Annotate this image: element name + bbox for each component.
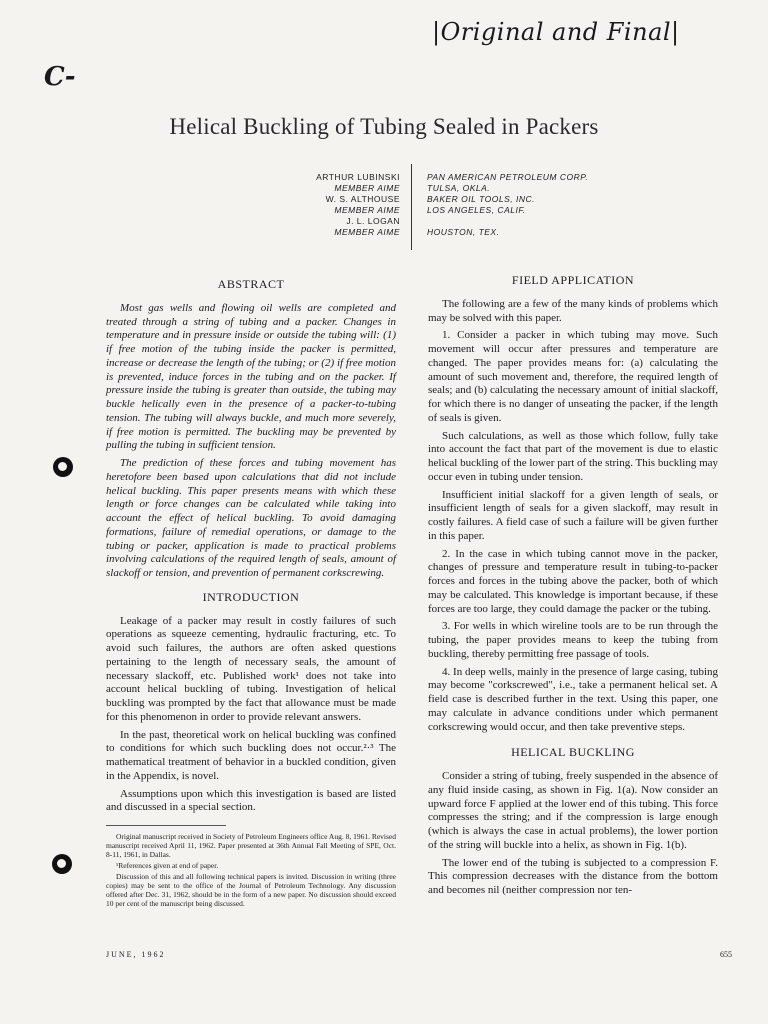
left-column	[106, 278, 396, 910]
body-paragraph: Consider a string of tubing, freely suspended in the absence of any fluid inside casing, as shown in Fig. 1(a). Now consider an upward force F applied at the lower end of this tubing. This force compresses the string; and if the compression is large enough (which is always the case in actual problems), the lower portion of the string will buckle into a helix, as shown in Fig. 1(b).	[428, 770, 718, 851]
helical-buckling-heading: HELICAL BUCKLING	[511, 745, 635, 760]
footer-date: JUNE, 1962	[106, 950, 166, 959]
body-paragraph: 1. Consider a packer in which tubing may move. Such movement will occur after pressures and temperature are changed. The paper provides means for: (a) calculating the amount of such movement and, therefore, the required length of seals; and (b) calculating the necessary amount of initial slackoff, for which there is no danger of unseating the packer, if the length of seals is given.	[428, 329, 718, 424]
page-number: 655	[720, 950, 732, 959]
author-name: W. S. ALTHOUSE	[325, 194, 400, 204]
affiliation-line: HOUSTON, TEX.	[427, 227, 500, 237]
affiliation-line: PAN AMERICAN PETROLEUM CORP.	[427, 172, 589, 182]
body-paragraph: Such calculations, as well as those which follow, fully take into account the fact that part of the movement is due to elastic helical buckling of the lower part of the string. This buckling may occur even in tubing under tension.	[428, 429, 719, 483]
affiliation-line: BAKER OIL TOOLS, INC.	[427, 194, 535, 204]
body-paragraph: 2. In the case in which tubing cannot move in the packer, changes of pressure and temperature result in tubing-to-packer forces and forces in the tubing above the packer, both of which may be calculated. This knowledge is important because, if these forces are too large, they could damage the packer or the tubing.	[428, 547, 718, 615]
right-column	[428, 274, 718, 902]
introduction-heading: INTRODUCTION	[202, 589, 300, 604]
body-paragraph: In the past, theoretical work on helical buckling was confined to conditions for which such buckling does not occur.²·³ The mathematical treatment of behavior in a buckled condition, given in the Appendix, is novel.	[106, 728, 396, 782]
affiliation-line: TULSA, OKLA.	[427, 183, 491, 193]
footnote: ¹References given at end of paper.	[116, 861, 219, 870]
footnote: Original manuscript received in Society of Petroleum Engineers office Aug. 8, 1961. Revised manuscript received April 11, 1962. Paper presented at 36th Annual Fall Meeting of SPE, Oct. 8-11, 1961, in Dallas.	[106, 832, 397, 859]
author-name: ARTHUR LUBINSKI	[316, 172, 400, 182]
body-paragraph: Assumptions upon which this investigation is based are listed and discussed in a special section.	[106, 787, 396, 814]
footnote-rule	[106, 825, 226, 826]
body-paragraph: The lower end of the tubing is subjected to a compression F. This compression decreases with the distance from the bottom and becomes nil (neither compression nor ten-	[428, 856, 718, 896]
field-application-heading: FIELD APPLICATION	[511, 273, 635, 287]
affiliation-line: LOS ANGELES, CALIF.	[427, 205, 526, 215]
body-paragraph: The following are a few of the many kinds of problems which may be solved with this paper.	[428, 297, 718, 324]
author-list	[240, 172, 400, 238]
abstract-heading: ABSTRACT	[217, 277, 285, 291]
footnote: Discussion of this and all following technical papers is invited. Discussion in writing (three copies) may be sent to the office of the Journal of Petroleum Technology. Any discussion offered after Dec. 31, 1962, should be in the form of a new paper. No discussion should exceed 10 per cent of the manuscript being discussed.	[106, 872, 396, 908]
body-paragraph: 3. For wells in which wireline tools are to be run through the tubing, the paper provides means to keep the tubing from buckling, thereby permitting free passage of tools.	[428, 620, 718, 660]
abstract-paragraph: Most gas wells and flowing oil wells are completed and treated through a string of tubing and a packer. Changes in temperature and in pressure inside or outside the tubing will: (1) if free motion of the tubing inside the packer is permitted, increase or decrease the length of the tubing; or (2) if free motion is prevented, induce forces in the tubing and on the packer. If pressure inside the tubing is greater than outside, the tubing may buckle helically even in the presence of a packer-to-tubing tension. The tubing will always buckle, and much more severely, if free motion is permitted. The buckling may be prevented by pulling the tubing in sufficient tension.	[106, 301, 396, 452]
paper-title: Helical Buckling of Tubing Sealed in Packers	[169, 114, 599, 139]
body-paragraph: Insufficient initial slackoff for a given length of seals, or insufficient length of seals for a given slackoff, may result in costly failures. A field case of such a failure will be given further in this paper.	[428, 488, 718, 542]
author-role: MEMBER AIME	[334, 227, 400, 237]
corner-mark: C-	[44, 62, 76, 92]
author-role: MEMBER AIME	[334, 183, 400, 193]
punch-hole	[52, 854, 72, 874]
body-paragraph: 4. In deep wells, mainly in the presence of large casing, tubing may become "corkscrewed", i.e., take a permanent helical set. A field case is described further in the text. Using this paper, one may calculate in advance conditions under which permanent corkscrewing would occur, and then take preventive steps.	[428, 665, 718, 733]
author-name: J. L. LOGAN	[346, 216, 400, 226]
body-paragraph: Leakage of a packer may result in costly failures of such operations as squeeze cementing, hydraulic fracturing, etc. To avoid such failures, the authors are often asked questions pertaining to the length of necessary seals, the amount of necessary slackoff, etc. Published work¹ does not take into account helical buckling of tubing. Investigation of helical buckling was prompted by the fact that allowance must be made for this phenomenon in order to provide relevant answers.	[106, 614, 396, 723]
handwritten-note: |Original and Final|	[432, 18, 680, 46]
author-divider	[411, 164, 412, 250]
abstract-paragraph: The prediction of these forces and tubing movement has heretofore been based upon calculations that did not include helical buckling. This paper presents means with which these length or force changes can be calculated while taking into account the effect of helical buckling. To avoid damaging formations, failure of remedial operations, or damage to the tubing or packer, application is made to practical problems involving calculations of the required length of seals, amount of slackoff or tension, and prevention of permanent corkscrewing.	[106, 457, 396, 579]
punch-hole	[53, 457, 73, 477]
affiliation-list	[427, 172, 647, 238]
author-role: MEMBER AIME	[334, 205, 400, 215]
